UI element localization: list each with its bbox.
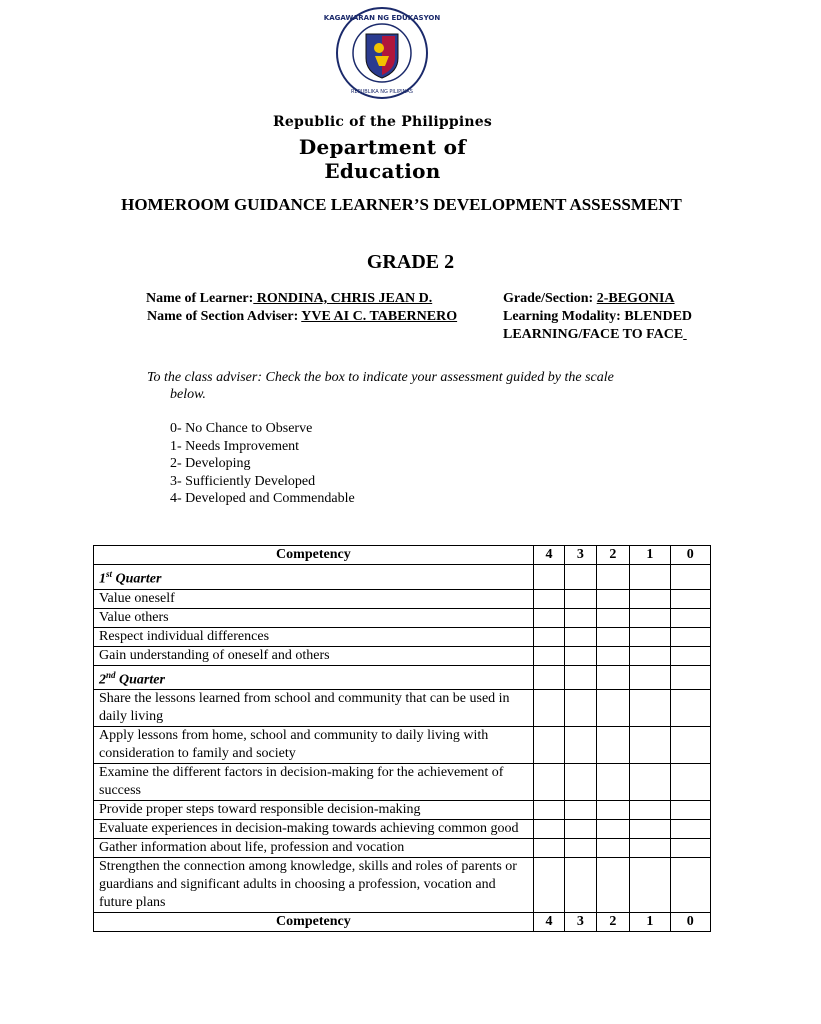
quarter-1-label: 1st Quarter [94, 565, 534, 590]
competency-text: Evaluate experiences in decision-making towards achieving common good [94, 820, 534, 839]
table-row [94, 646, 711, 665]
grade-section-label: Grade/Section: [503, 291, 594, 306]
checkbox-cell[interactable] [565, 565, 596, 590]
checkbox-cell[interactable] [630, 801, 670, 820]
checkbox-cell[interactable] [533, 820, 564, 839]
adviser-name-label: Name of Section Adviser: [147, 309, 299, 324]
checkbox-cell[interactable] [565, 646, 596, 665]
instruction-text [147, 369, 687, 403]
checkbox-cell[interactable] [596, 839, 630, 858]
checkbox-cell[interactable] [596, 589, 630, 608]
header-score-0: 0 [670, 546, 710, 565]
scale-item: 0- No Chance to Observe [170, 421, 313, 436]
department-heading: Department of Education [298, 135, 467, 183]
table-row [94, 839, 711, 858]
checkbox-cell[interactable] [630, 627, 670, 646]
scale-item: 1- Needs Improvement [170, 438, 300, 454]
learner-name-label: Name of Learner: [146, 291, 254, 306]
checkbox-cell[interactable] [565, 627, 596, 646]
checkbox-cell[interactable] [596, 801, 630, 820]
instruction-line1: To the class adviser: Check the box to indicate your assessment guided by the scale [147, 370, 614, 385]
checkbox-cell[interactable] [565, 589, 596, 608]
learner-name-value: RONDINA, CHRIS JEAN D. [253, 291, 433, 306]
checkbox-cell[interactable] [533, 727, 564, 764]
checkbox-cell[interactable] [630, 727, 670, 764]
checkbox-cell[interactable] [533, 839, 564, 858]
deped-seal-logo [323, 6, 441, 100]
competency-text: Apply lessons from home, school and community to daily living with consideration to family and society [94, 727, 534, 764]
checkbox-cell[interactable] [565, 690, 596, 727]
competency-text: Provide proper steps toward responsible decision-making [94, 801, 534, 820]
checkbox-cell[interactable] [596, 627, 630, 646]
header-score-2: 2 [596, 546, 630, 565]
checkbox-cell[interactable] [596, 764, 630, 801]
footer-score-4: 4 [533, 913, 564, 932]
checkbox-cell[interactable] [565, 801, 596, 820]
table-row [94, 627, 711, 646]
table-row [94, 589, 711, 608]
quarter-row-2 [94, 665, 711, 690]
checkbox-cell[interactable] [630, 646, 670, 665]
competency-text: Gain understanding of oneself and others [94, 646, 534, 665]
checkbox-cell[interactable] [533, 858, 564, 913]
learning-modality-line1: Learning Modality: BLENDED [503, 309, 693, 324]
rating-scale-list [170, 420, 355, 508]
checkbox-cell[interactable] [533, 764, 564, 801]
checkbox-cell[interactable] [670, 764, 710, 801]
table-footer-row [94, 913, 711, 932]
checkbox-cell[interactable] [670, 820, 710, 839]
checkbox-cell[interactable] [596, 608, 630, 627]
letterhead [240, 6, 525, 183]
checkbox-cell[interactable] [596, 665, 630, 690]
table-row [94, 801, 711, 820]
checkbox-cell[interactable] [565, 820, 596, 839]
checkbox-cell[interactable] [565, 727, 596, 764]
checkbox-cell[interactable] [670, 608, 710, 627]
grade-section-line [503, 291, 675, 307]
header-score-4: 4 [533, 546, 564, 565]
table-row [94, 727, 711, 764]
adviser-name-line [147, 309, 457, 325]
table-row [94, 764, 711, 801]
footer-competency: Competency [94, 913, 534, 932]
checkbox-cell[interactable] [630, 665, 670, 690]
checkbox-cell[interactable] [596, 690, 630, 727]
checkbox-cell[interactable] [670, 646, 710, 665]
checkbox-cell[interactable] [565, 764, 596, 801]
checkbox-cell[interactable] [670, 858, 710, 913]
table-row [94, 858, 711, 913]
assessment-table [93, 545, 711, 932]
competency-text: Value others [94, 608, 534, 627]
checkbox-cell[interactable] [565, 858, 596, 913]
competency-text: Strengthen the connection among knowledge, skills and roles of parents or guardians and significant adults in choosing a profession, vocation and future plans [94, 858, 534, 913]
checkbox-cell[interactable] [565, 608, 596, 627]
checkbox-cell[interactable] [565, 665, 596, 690]
svg-text:REPUBLIKA NG PILIPINAS: REPUBLIKA NG PILIPINAS [351, 89, 413, 95]
checkbox-cell[interactable] [670, 627, 710, 646]
table-row [94, 820, 711, 839]
competency-text: Examine the different factors in decision-making for the achievement of success [94, 764, 534, 801]
checkbox-cell[interactable] [670, 839, 710, 858]
competency-text: Respect individual differences [94, 627, 534, 646]
quarter-2-label: 2nd Quarter [94, 665, 534, 690]
footer-score-1: 1 [630, 913, 670, 932]
checkbox-cell[interactable] [533, 608, 564, 627]
table-row [94, 608, 711, 627]
checkbox-cell[interactable] [533, 665, 564, 690]
checkbox-cell[interactable] [670, 565, 710, 590]
checkbox-cell[interactable] [670, 665, 710, 690]
competency-text: Value oneself [94, 589, 534, 608]
scale-item: 2- Developing [170, 456, 251, 472]
checkbox-cell[interactable] [533, 690, 564, 727]
republic-heading: Republic of the Philippines [273, 114, 492, 130]
checkbox-cell[interactable] [630, 565, 670, 590]
checkbox-cell[interactable] [630, 690, 670, 727]
document-title: HOMEROOM GUIDANCE LEARNER’S DEVELOPMENT ASSESSMENT [121, 195, 682, 214]
competency-text: Gather information about life, profession and vocation [94, 839, 534, 858]
checkbox-cell[interactable] [670, 690, 710, 727]
scale-item: 3- Sufficiently Developed [170, 473, 316, 489]
footer-score-3: 3 [565, 913, 596, 932]
quarter-row-1 [94, 565, 711, 590]
checkbox-cell[interactable] [596, 646, 630, 665]
header-score-3: 3 [565, 546, 596, 565]
learning-modality-value: LEARNING/FACE TO FACE [503, 327, 684, 342]
adviser-name-value: YVE AI C. TABERNERO [301, 309, 458, 324]
table-row [94, 690, 711, 727]
scale-item: 4- Developed and Commendable [170, 491, 355, 507]
header-score-1: 1 [630, 546, 670, 565]
checkbox-cell[interactable] [670, 589, 710, 608]
checkbox-cell[interactable] [596, 565, 630, 590]
checkbox-cell[interactable] [630, 608, 670, 627]
table-header-row [94, 546, 711, 565]
checkbox-cell[interactable] [630, 589, 670, 608]
checkbox-cell[interactable] [670, 801, 710, 820]
checkbox-cell[interactable] [630, 764, 670, 801]
checkbox-cell[interactable] [533, 646, 564, 665]
checkbox-cell[interactable] [670, 727, 710, 764]
checkbox-cell[interactable] [533, 565, 564, 590]
competency-text: Share the lessons learned from school and community that can be used in daily living [94, 690, 534, 727]
checkbox-cell[interactable] [630, 820, 670, 839]
checkbox-cell[interactable] [565, 839, 596, 858]
grade-title: GRADE 2 [366, 251, 455, 273]
checkbox-cell[interactable] [533, 627, 564, 646]
footer-score-0: 0 [670, 913, 710, 932]
instruction-line2: below. [170, 387, 206, 402]
checkbox-cell[interactable] [630, 858, 670, 913]
checkbox-cell[interactable] [533, 589, 564, 608]
checkbox-cell[interactable] [533, 801, 564, 820]
svg-text:KAGAWARAN NG EDUKASYON: KAGAWARAN NG EDUKASYON [323, 14, 441, 22]
footer-score-2: 2 [596, 913, 630, 932]
checkbox-cell[interactable] [596, 858, 630, 913]
grade-section-value: 2-BEGONIA [596, 291, 675, 306]
checkbox-cell[interactable] [596, 820, 630, 839]
checkbox-cell[interactable] [596, 727, 630, 764]
learner-name-line [146, 291, 432, 307]
checkbox-cell[interactable] [630, 839, 670, 858]
header-competency: Competency [94, 546, 534, 565]
learning-modality-line2 [503, 327, 687, 343]
